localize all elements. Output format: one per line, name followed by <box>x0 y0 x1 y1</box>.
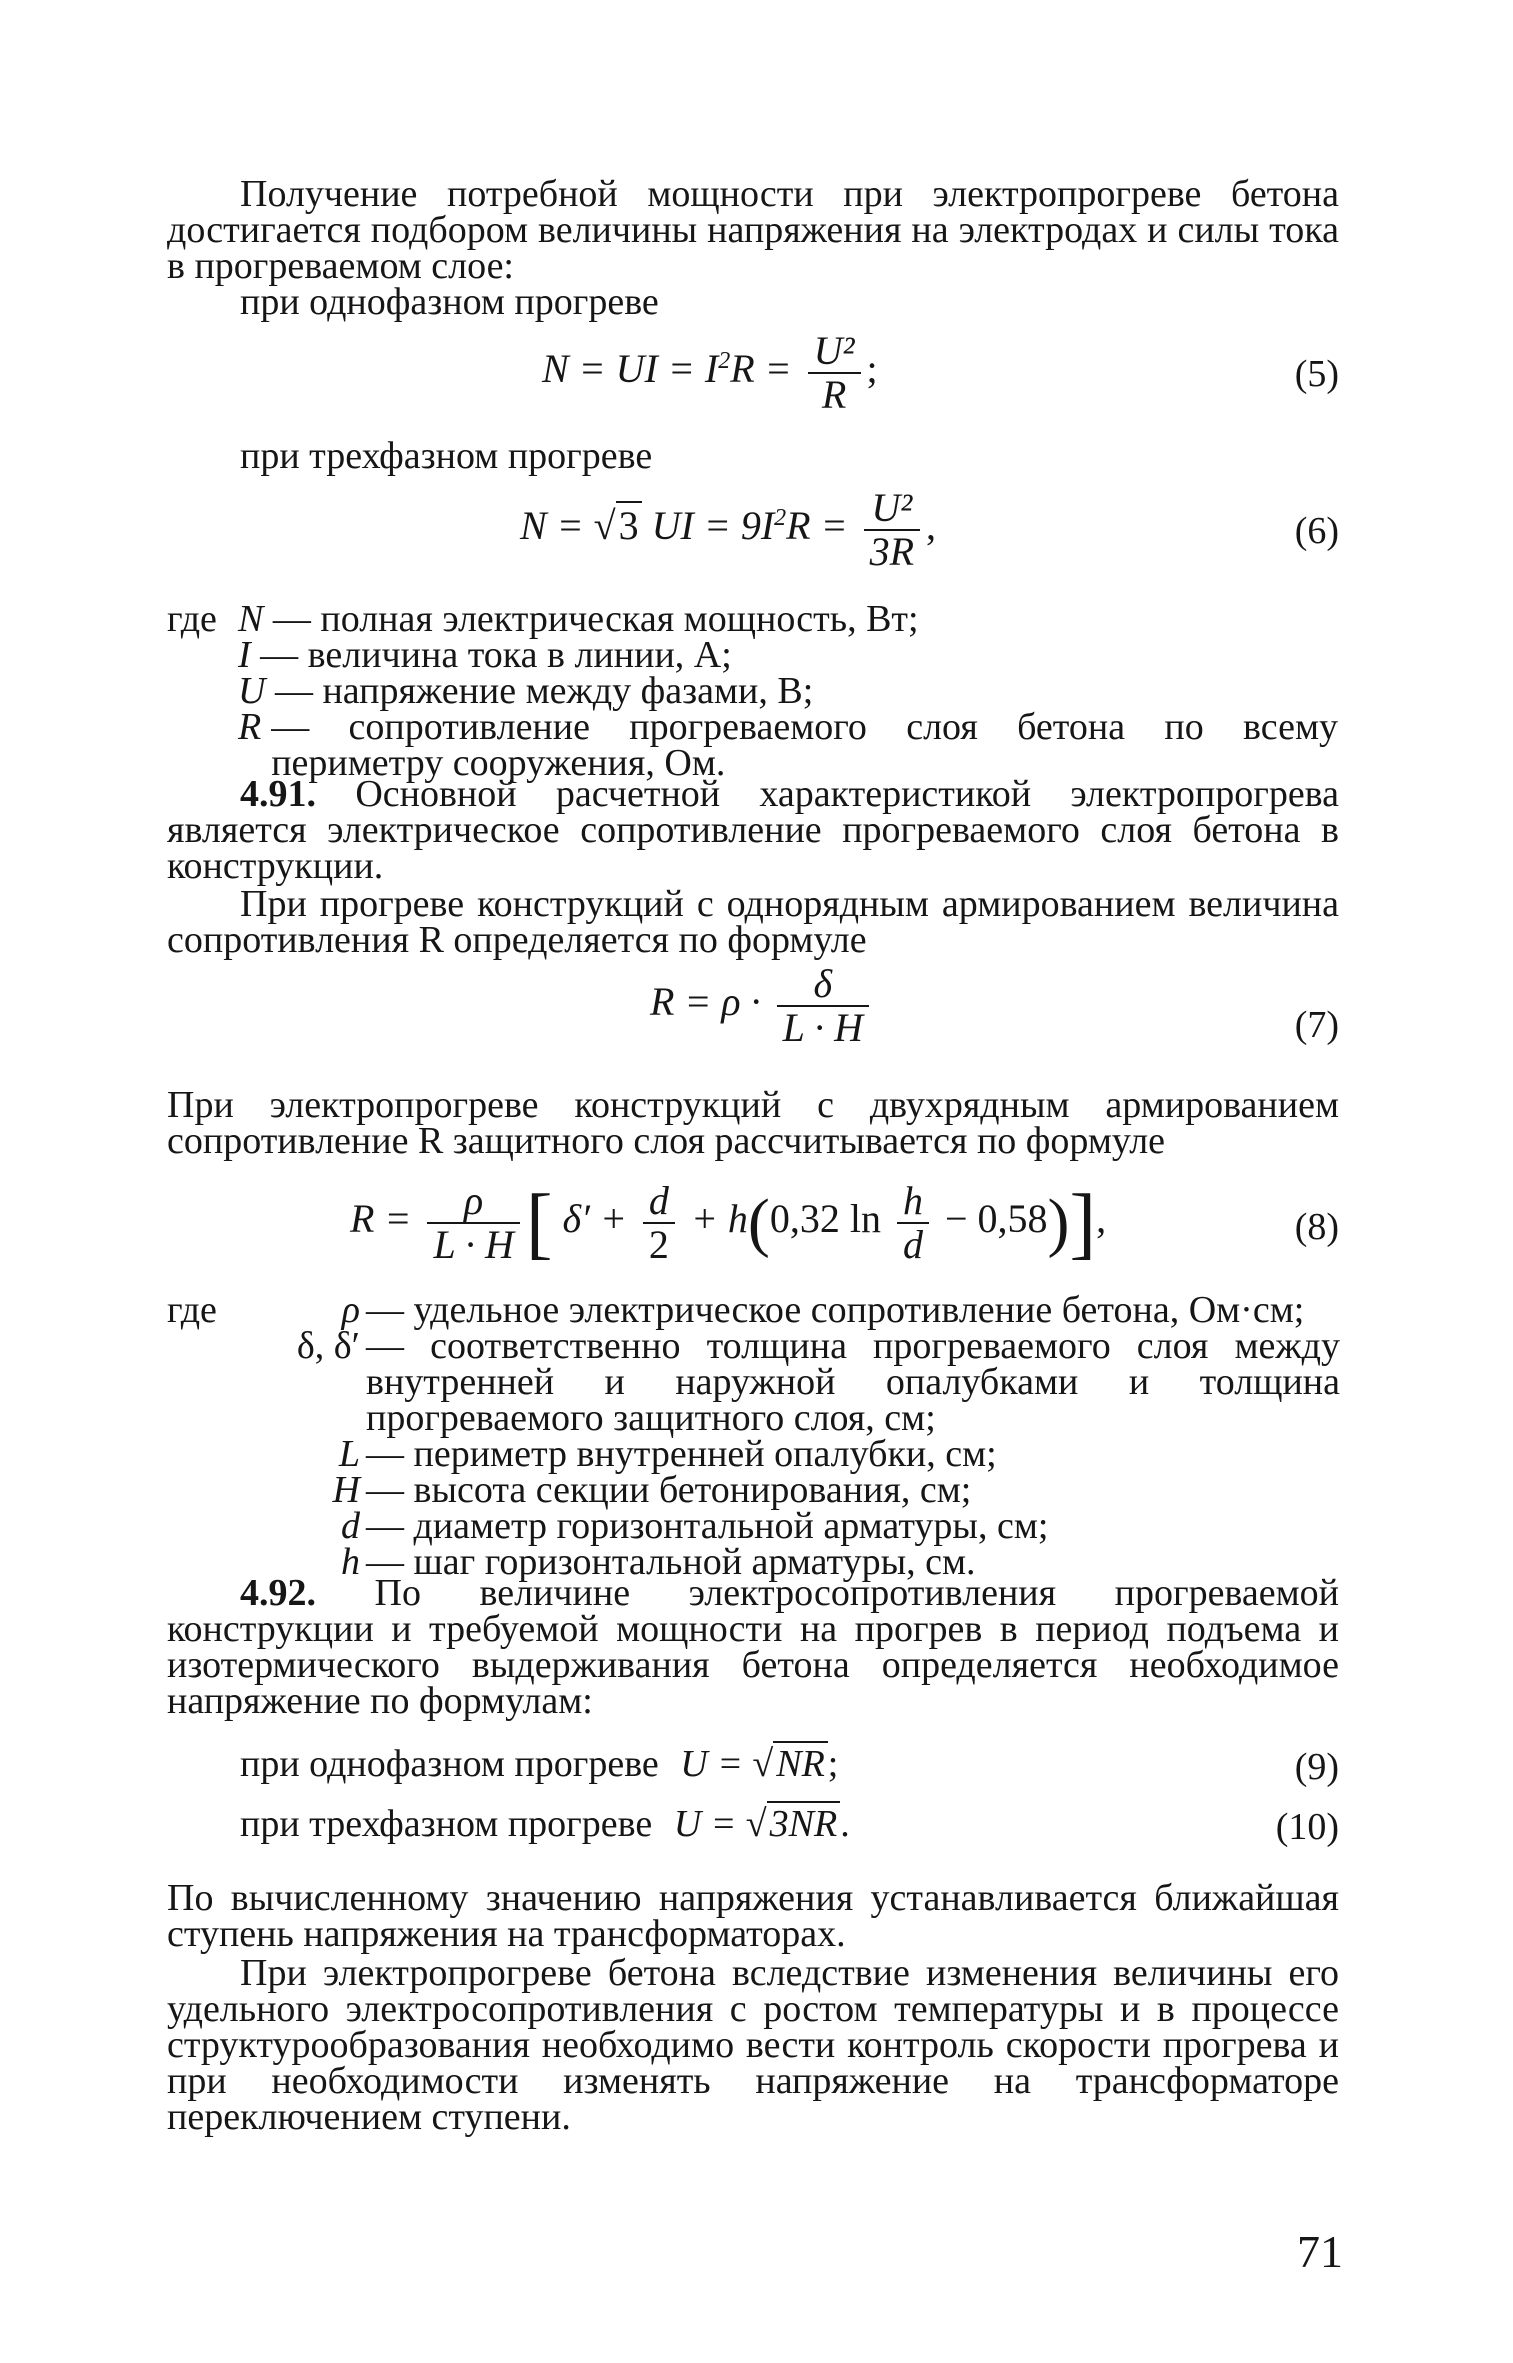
paragraph-power: Получение потребной мощности при электропрогреве бетона достигается подбором величины напряжения на электродах и силы тока в прогреваемом слое: <box>167 173 1339 287</box>
equation-number-6: (6) <box>1294 510 1339 552</box>
glossary-item: d — диаметр горизонтальной арматуры, см; <box>341 1505 1049 1547</box>
eq7-denominator: L · H <box>777 1005 869 1049</box>
section-4-91: 4.91. Основной расчетной характеристикой электропрогрева является электрическое сопротивление прогреваемого слоя бетона в конструкции. <box>167 773 1339 887</box>
glossary-item: ρ — удельное электрическое сопротивление бетона, Ом·см; <box>341 1289 1305 1331</box>
equation-number-10: (10) <box>1275 1806 1339 1848</box>
eq5-numerator: U² <box>813 328 855 373</box>
equation-number-8: (8) <box>1294 1206 1339 1248</box>
section-number: 4.92. <box>240 1572 316 1614</box>
glossary-item: I — величина тока в линии, А; <box>238 634 732 676</box>
eq8-fraction-d2: $\frac{d}{2}$ <box>643 1180 675 1266</box>
glossary-item: U — напряжение между фазами, В; <box>238 670 814 712</box>
eq6-numerator: U² <box>871 485 913 530</box>
glossary-item: L — периметр внутренней опалубки, см; <box>338 1433 997 1475</box>
eq10-label: при трехфазном прогреве <box>240 1803 653 1845</box>
page-number: 71 <box>1297 2226 1343 2277</box>
single-phase-intro: при однофазном прогреве <box>240 281 659 323</box>
paragraph-single-reinforcement: При прогреве конструкций с однорядным армированием величина сопротивления R определяется по формуле <box>167 883 1339 961</box>
eq6-fraction <box>864 487 920 573</box>
equation-number-9: (9) <box>1294 1746 1339 1788</box>
where-label-2: где <box>167 1289 217 1331</box>
equation-6: N = √3 UI = $9I^2R$ = $\frac{\text{U²}}{3R}$ , <box>520 485 937 574</box>
eq6-root: 3 <box>616 501 642 548</box>
eq5-denominator: R <box>808 372 861 416</box>
glossary-item: R — сопротивление прогреваемого слоя бетона по всему периметру сооружения, Ом. <box>238 706 1338 784</box>
glossary-2 <box>215 1289 1340 1583</box>
equation-7 <box>650 963 875 1049</box>
paragraph-transformer: По вычисленному значению напряжения устанавливается ближайшая ступень напряжения на трансформаторах. <box>167 1877 1339 1955</box>
eq5-mid: R = <box>730 346 792 392</box>
equation-5: N = UI = $I^2R$ = $\frac{\text{U²}}{R}$ ; <box>542 328 878 417</box>
equation-number-7: (7) <box>1294 1004 1339 1046</box>
eq7-lhs: R = ρ · <box>650 979 761 1025</box>
eq6-denominator: 3R <box>864 529 920 573</box>
section-4-92: 4.92. По величине электросопротивления прогреваемой конструкции и требуемой мощности на прогрев в период подъема и изотермического выдерживания бетона определяется необходимое напряжение по формулам: <box>167 1572 1339 1722</box>
paragraph-control: При электропрогреве бетона вследствие изменения величины его удельного электросопротивления с ростом температуры и в процессе структурообразования необходимо вести контроль скорости прогрева и при необходимости изменять напряжение на трансформаторе переключением ступени. <box>167 1952 1339 2138</box>
glossary-item: δ, δ′ — соответственно толщина прогреваемого слоя между внутренней и наружной опалубками и толщина прогреваемого защитного слоя, см; <box>296 1325 1340 1439</box>
eq5-fraction <box>808 330 861 416</box>
eq5-tail: ; <box>866 346 878 392</box>
eq8-lhs: R = <box>350 1196 412 1242</box>
eq9-label: при однофазном прогреве <box>240 1743 659 1785</box>
paragraph-double-reinforcement: При электропрогреве конструкций с двухрядным армированием сопротивление R защитного слоя рассчитывается по формуле <box>167 1084 1339 1162</box>
eq6-tail: , <box>926 503 937 549</box>
eq6-mid: UI = 9I <box>651 503 775 549</box>
eq6-mid2: R = <box>786 503 848 549</box>
equation-9: при однофазном прогреве U = √NR; <box>240 1743 839 1785</box>
eq7-fraction <box>777 963 869 1049</box>
glossary-item: h — шаг горизонтальной арматуры, см. <box>341 1541 976 1583</box>
eq5-lhs: N = UI = I <box>542 346 719 392</box>
glossary-item: H — высота секции бетонирования, см; <box>332 1469 972 1511</box>
three-phase-intro: при трехфазном прогреве <box>240 435 653 477</box>
glossary-item: N — полная электрическая мощность, Вт; <box>238 598 919 640</box>
equation-10: при трехфазном прогреве U = √3NR. <box>240 1803 850 1845</box>
equation-number-5: (5) <box>1294 353 1339 395</box>
section-number: 4.91. <box>240 773 316 815</box>
eq8-fraction-hd: $\frac{h}{d}$ <box>897 1180 929 1266</box>
eq7-numerator: δ <box>813 961 833 1006</box>
eq8-fraction: $\frac{\rho}{L \cdot H}$ <box>427 1180 519 1266</box>
eq6-lhs: N = <box>520 503 584 549</box>
equation-8: R = $\frac{\rho}{L \cdot H}$ [ δ′ + $\frac{d}{2}$ + h(0,32 ln $\frac{h}{d}$ − 0,58)], <box>350 1178 1107 1267</box>
where-label-1: где <box>167 598 217 640</box>
glossary-1 <box>238 598 1338 784</box>
